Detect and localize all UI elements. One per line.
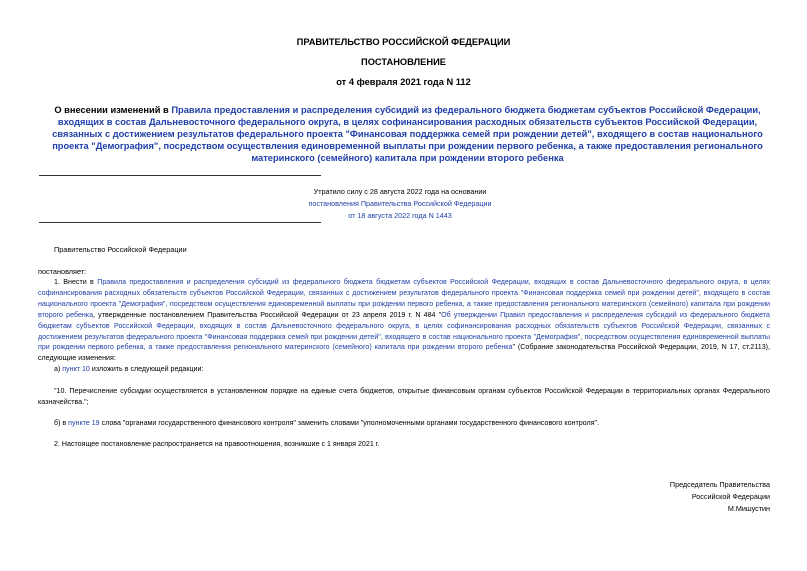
p1-rules-link[interactable]: Правила предоставления и распределения субсидий из федерального бюджета бюджетам субъектов Российской Федерации, входящих в состав Дальневосточного федерального округа, в целях софинансирования расходных обязательств субъектов Российской Федерации, связанных с достижением результатов федерального проекта "Финансовая поддержка семей при рождении детей", входящего в состав национального проекта "Демография", посредством осуществления единовременной выплаты при рождении первого ребенка, а также предоставления регионального материнского (семейного) капитала при рождении второго ребенка: [38, 278, 770, 319]
body-decides: постановляет:: [38, 267, 87, 276]
signature-title: Председатель Правительства: [669, 480, 770, 489]
quote-paragraph: "10. Перечисление субсидии осуществляется в установленном порядке на единые счета бюджетов, открытые финансовым органам субъектов Российской Федерации в территориальных органах Федерального казначейства.";: [38, 387, 770, 406]
pb-point-19-link[interactable]: пункте 19: [68, 419, 100, 427]
divider-bottom: [39, 222, 321, 223]
paragraph-a: [54, 364, 786, 375]
doc-title: [40, 104, 775, 164]
paragraph-2: 2. Настоящее постановление распространяется на правоотношения, возникшие с 1 января 2021 г.: [54, 440, 380, 448]
paragraph-b: [54, 418, 770, 429]
gov-heading: ПРАВИТЕЛЬСТВО РОССИЙСКОЙ ФЕДЕРАЦИИ: [296, 37, 511, 47]
p1-prefix: 1. Внести в: [54, 278, 98, 286]
paragraph-1: [38, 277, 770, 364]
pa-prefix: а): [54, 365, 63, 373]
pa-suffix: изложить в следующей редакции:: [89, 365, 204, 373]
signature-block: [570, 479, 770, 515]
p1-middle: , утвержденные постановлением Правительства Российской Федерации от 23 апреля 2019 г. N 484 ": [93, 310, 442, 319]
signature-name: М.Мишустин: [727, 504, 770, 513]
pb-prefix: б) в: [54, 419, 69, 427]
signature-org: Российской Федерации: [691, 492, 770, 501]
body-government: Правительство Российской Федерации: [54, 245, 187, 254]
repeal-decree-date-link[interactable]: от 18 августа 2022 года N 1443: [348, 211, 452, 220]
pa-point-10-link[interactable]: пункт 10: [62, 365, 90, 373]
pb-suffix: слова "органами государственного финансового контроля" заменить словами "уполномоченными органами государственного финансового контроля".: [99, 419, 599, 427]
divider-top: [39, 175, 321, 176]
title-prefix: О внесении изменений в: [54, 105, 172, 115]
repeal-decree-link[interactable]: постановления Правительства Российской Федерации: [308, 199, 492, 208]
repeal-note: [250, 186, 550, 222]
p1-decree-link[interactable]: Об утверждении Правил предоставления и распределения субсидий из федерального бюджета бюджетам субъектов Российской Федерации, входящих в состав Дальневосточного федерального округа, в целях софинансирования расходных обязательств субъектов Российской Федерации, связанных с достижением результатов федерального проекта "Финансовая поддержка семей при рождении детей", входящего в состав национального проекта "Демография", посредством осуществления единовременной выплаты при рождении первого ребенка, а также предоставления регионального материнского (семейного) капитала при рождении второго ребенка: [38, 310, 770, 352]
repeal-note-text: Утратило силу с 28 августа 2022 года на основании: [313, 187, 487, 196]
doc-kind-heading: ПОСТАНОВЛЕНИЕ: [361, 57, 446, 67]
title-rules-link[interactable]: Правила предоставления и распределения субсидий из федерального бюджета бюджетам субъектов Российской Федерации, входящих в состав Дальневосточного федерального округа, в целях софинансирования расходных обязательств субъектов Российской Федерации, связанных с достижением результатов федерального проекта "Финансовая поддержка семей при рождении детей", входящего в состав национального проекта "Демография", посредством осуществления единовременной выплаты при рождении первого ребенка, а также предоставления регионального материнского (семейного) капитала при рождении второго ребенка: [52, 105, 763, 163]
doc-date-heading: от 4 февраля 2021 года N 112: [336, 77, 471, 87]
p1-suffix: " (Собрание законодательства Российской Федерации, 2019, N 17, ст.2113), следующие изменения:: [38, 343, 770, 363]
